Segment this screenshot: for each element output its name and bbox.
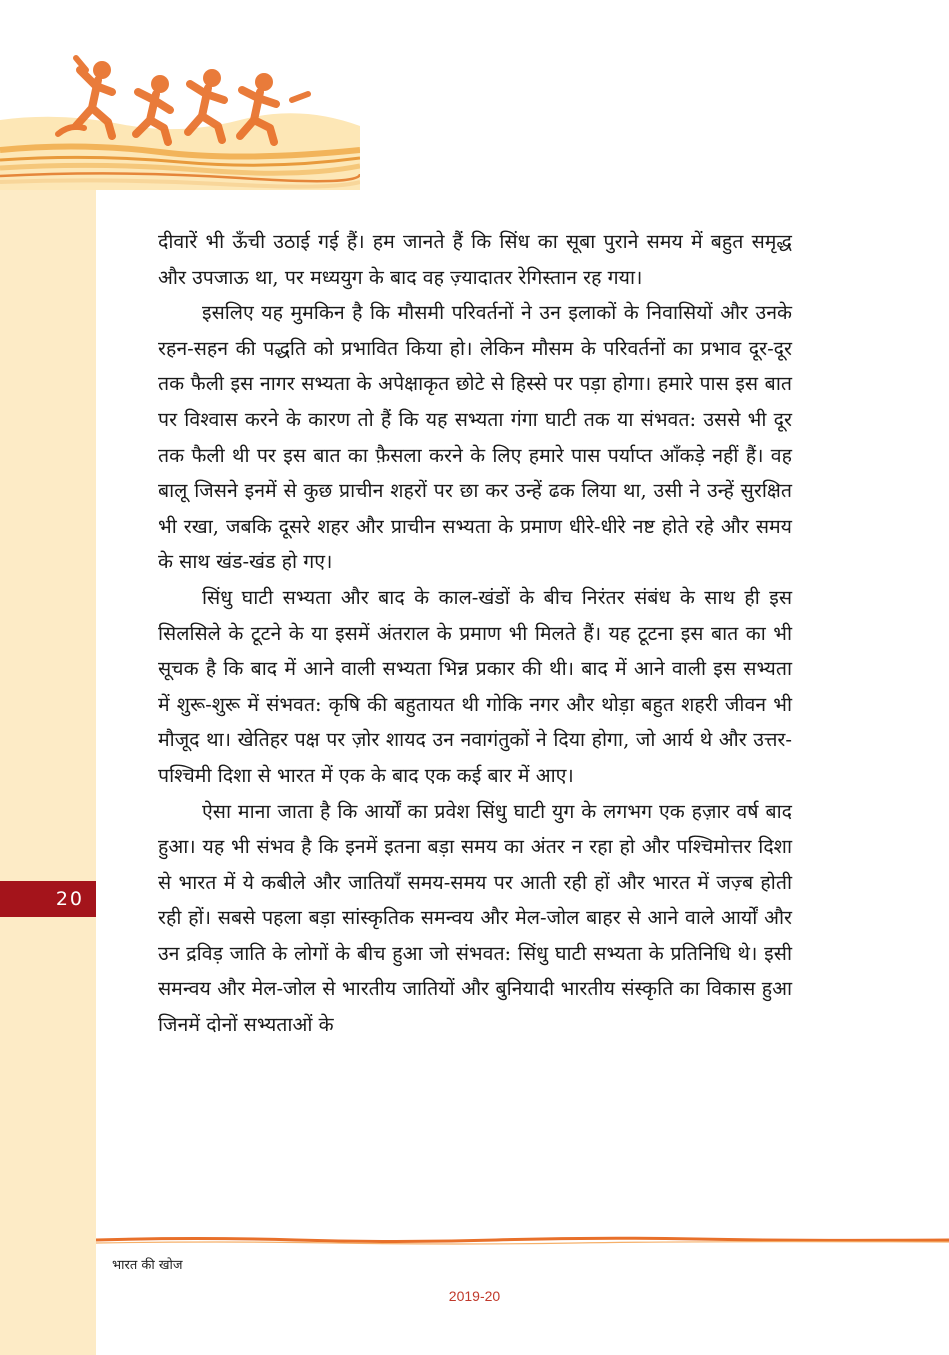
- paragraph-2: इसलिए यह मुमकिन है कि मौसमी परिवर्तनों ने उन इलाकों के निवासियों और उनके रहन-सहन की पद्धति को प्रभावित किया हो। लेकिन मौसम के परिवर्तनों का प्रभाव दूर-दूर तक फैली इस नागर सभ्यता के अपेक्षाकृत छोटे से हिस्से पर पड़ा होगा। हमारे पास इस बात पर विश्वास करने के कारण तो हैं कि यह सभ्यता गंगा घाटी तक या संभवत: उससे भी दूर तक फैली थी पर इस बात का फ़ैसला करने के लिए हमारे पास पर्याप्त आँकड़े नहीं हैं। वह बालू जिसने इनमें से कुछ प्राचीन शहरों पर छा कर उन्हें ढक लिया था, उसी ने उन्हें सुरक्षित भी रखा, जबकि दूसरे शहर और प्राचीन सभ्यता के प्रमाण धीरे-धीरे नष्ट होते रहे और समय के साथ खंड-खंड हो गए।: [158, 301, 792, 574]
- year-stamp: 2019-20: [448, 1288, 501, 1304]
- paragraph-4: ऐसा माना जाता है कि आर्यों का प्रवेश सिंधु घाटी युग के लगभग एक हज़ार वर्ष बाद हुआ। यह भी संभव है कि इनमें इतना बड़ा समय का अंतर न रहा हो और पश्चिमोत्तर दिशा से भारत में ये कबीले और जातियाँ समय-समय पर आती रही हों और भारत में जज़्ब होती रही हों। सबसे पहला बड़ा सांस्कृतिक समन्वय और मेल-जोल बाहर से आने वाले आर्यों और उन द्रविड़ जाति के लोगों के बीच हुआ जो संभवत: सिंधु घाटी सभ्यता के प्रतिनिधि थे। इसी समन्वय और मेल-जोल से भारतीय जातियों और बुनियादी भारतीय संस्कृति का विकास हुआ जिनमें दोनों सभ्यताओं के: [158, 799, 792, 1037]
- header-illustration: [0, 0, 360, 190]
- running-footer-title: भारत की खोज: [112, 1258, 183, 1273]
- paragraph-3: सिंधु घाटी सभ्यता और बाद के काल-खंडों के बीच निरंतर संबंध के साथ ही इस सिलसिले के टूटने के या इसमें अंतराल के प्रमाण भी मिलते हैं। यह टूटना इस बात का भी सूचक है कि बाद में आने वाली सभ्यता भिन्न प्रकार की थी। बाद में आने वाली इस सभ्यता में शुरू-शुरू में संभवत: कृषि की बहुतायत थी गोकि नगर और थोड़ा बहुत शहरी जीवन भी मौजूद था। खेतिहर पक्ष पर ज़ोर शायद उन नवागंतुकों ने दिया होगा, जो आर्य थे और उत्तर-पश्चिमी दिशा से भारत में एक के बाद एक कई बार में आए।: [158, 585, 792, 787]
- footer-rule: [96, 1235, 949, 1245]
- page-number: 20: [55, 888, 84, 910]
- paragraph-1: दीवारें भी ऊँची उठाई गई हैं। हम जानते हैं कि सिंध का सूबा पुराने समय में बहुत समृद्ध और उपजाऊ था, पर मध्ययुग के बाद वह ज़्यादातर रेगिस्तान रह गया।: [158, 230, 792, 289]
- left-margin-band: [0, 0, 96, 1355]
- body-text: [158, 224, 792, 1043]
- page-number-tab: [0, 881, 96, 917]
